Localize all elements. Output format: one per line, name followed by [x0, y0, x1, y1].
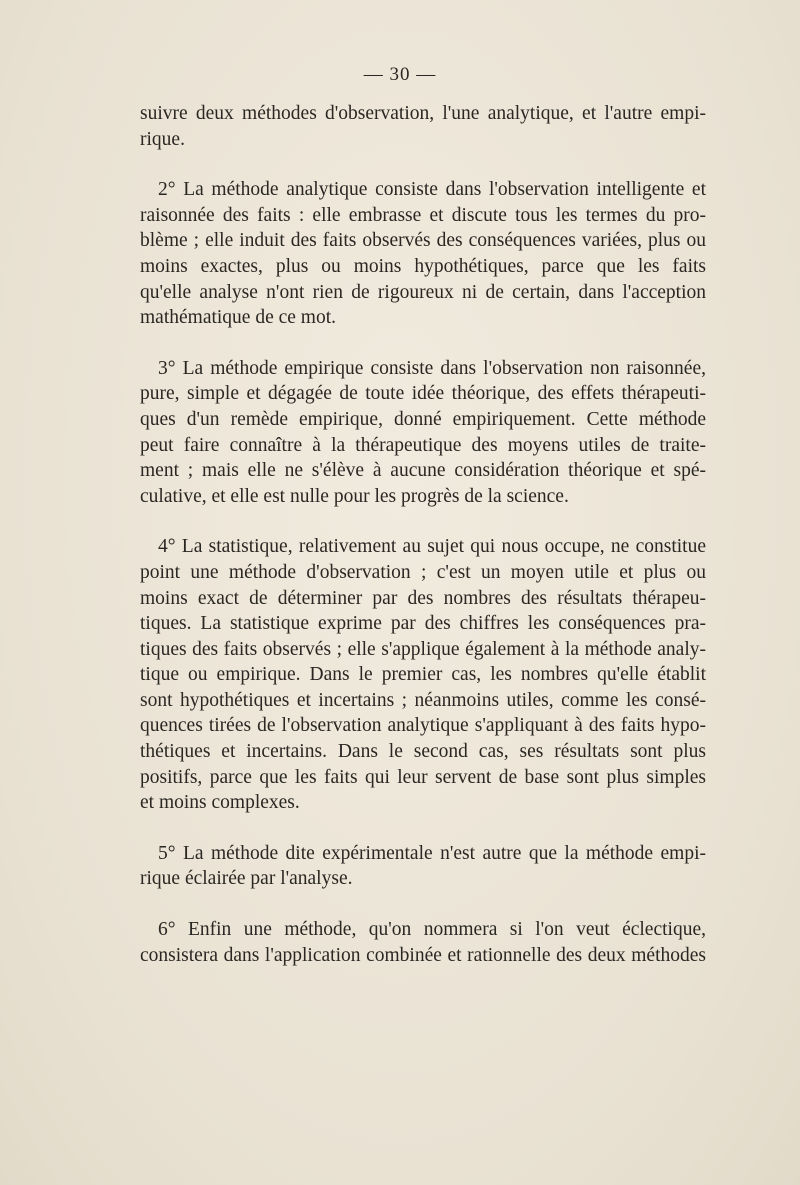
text-line: culative, et elle est nulle pour les progrès de la science.: [140, 485, 569, 507]
text-line: 6° Enfin une méthode, qu'on nommera si l'on veut éclectique,: [158, 919, 706, 941]
text-line: qu'elle analyse n'ont rien de rigoureux ni de certain, dans l'acception: [140, 281, 706, 303]
page-number: — 30 —: [363, 64, 437, 85]
text-line: sont hypothétiques et incertains ; néanmoins utiles, comme les consé-: [140, 689, 706, 711]
text-line: 4° La statistique, relativement au sujet qui nous occupe, ne constitue: [158, 536, 706, 558]
text-line: ment ; mais elle ne s'élève à aucune considération théorique et spé-: [140, 460, 706, 482]
paragraph-statistique: [140, 534, 706, 816]
text-line: rique.: [140, 128, 185, 150]
text-line: moins exact de déterminer par des nombres des résultats thérapeu-: [140, 587, 706, 609]
text-line: 2° La méthode analytique consiste dans l'observation intelligente et: [158, 179, 706, 201]
text-line: positifs, parce que les faits qui leur servent de base sont plus simples: [140, 766, 706, 788]
text-line: rique éclairée par l'analyse.: [140, 868, 353, 890]
text-line: peut faire connaître à la thérapeutique des moyens utiles de traite-: [140, 434, 706, 456]
text-line: point une méthode d'observation ; c'est un moyen utile et plus ou: [140, 561, 706, 583]
text-line: suivre deux méthodes d'observation, l'une analytique, et l'autre empi-: [140, 103, 706, 124]
text-line: mathématique de ce mot.: [140, 307, 337, 329]
paragraph-methode-analytique: [140, 177, 706, 331]
paragraph-continuation: [140, 101, 706, 152]
text-line: thétiques et incertains. Dans le second cas, ses résultats sont plus: [140, 741, 706, 763]
text-line: quences tirées de l'observation analytique s'appliquant à des faits hypo-: [140, 715, 706, 737]
text-line: raisonnée des faits : elle embrasse et discute tous les termes du pro-: [140, 204, 706, 226]
text-line: ques d'un remède empirique, donné empiriquement. Cette méthode: [140, 408, 706, 430]
text-line: 3° La méthode empirique consiste dans l'observation non raisonnée,: [158, 357, 706, 379]
paragraph-methode-experimentale: [140, 841, 706, 892]
text-line: tiques des faits observés ; elle s'applique également à la méthode analy-: [140, 638, 706, 660]
text-line: tique ou empirique. Dans le premier cas, les nombres qu'elle établit: [140, 664, 706, 686]
text-line: tiques. La statistique exprime par des chiffres les conséquences pra-: [140, 613, 706, 635]
paragraph-methode-eclectique: [140, 917, 706, 968]
body-text: [140, 101, 706, 968]
text-line: consistera dans l'application combinée et rationnelle des deux méthodes: [140, 944, 706, 966]
paragraph-methode-empirique: [140, 356, 706, 510]
text-line: blème ; elle induit des faits observés des conséquences variées, plus ou: [140, 230, 706, 252]
text-line: et moins complexes.: [140, 792, 300, 814]
text-line: moins exactes, plus ou moins hypothétiques, parce que les faits: [140, 255, 706, 277]
text-line: 5° La méthode dite expérimentale n'est autre que la méthode empi-: [158, 842, 706, 864]
text-line: pure, simple et dégagée de toute idée théorique, des effets thérapeuti-: [140, 383, 706, 405]
